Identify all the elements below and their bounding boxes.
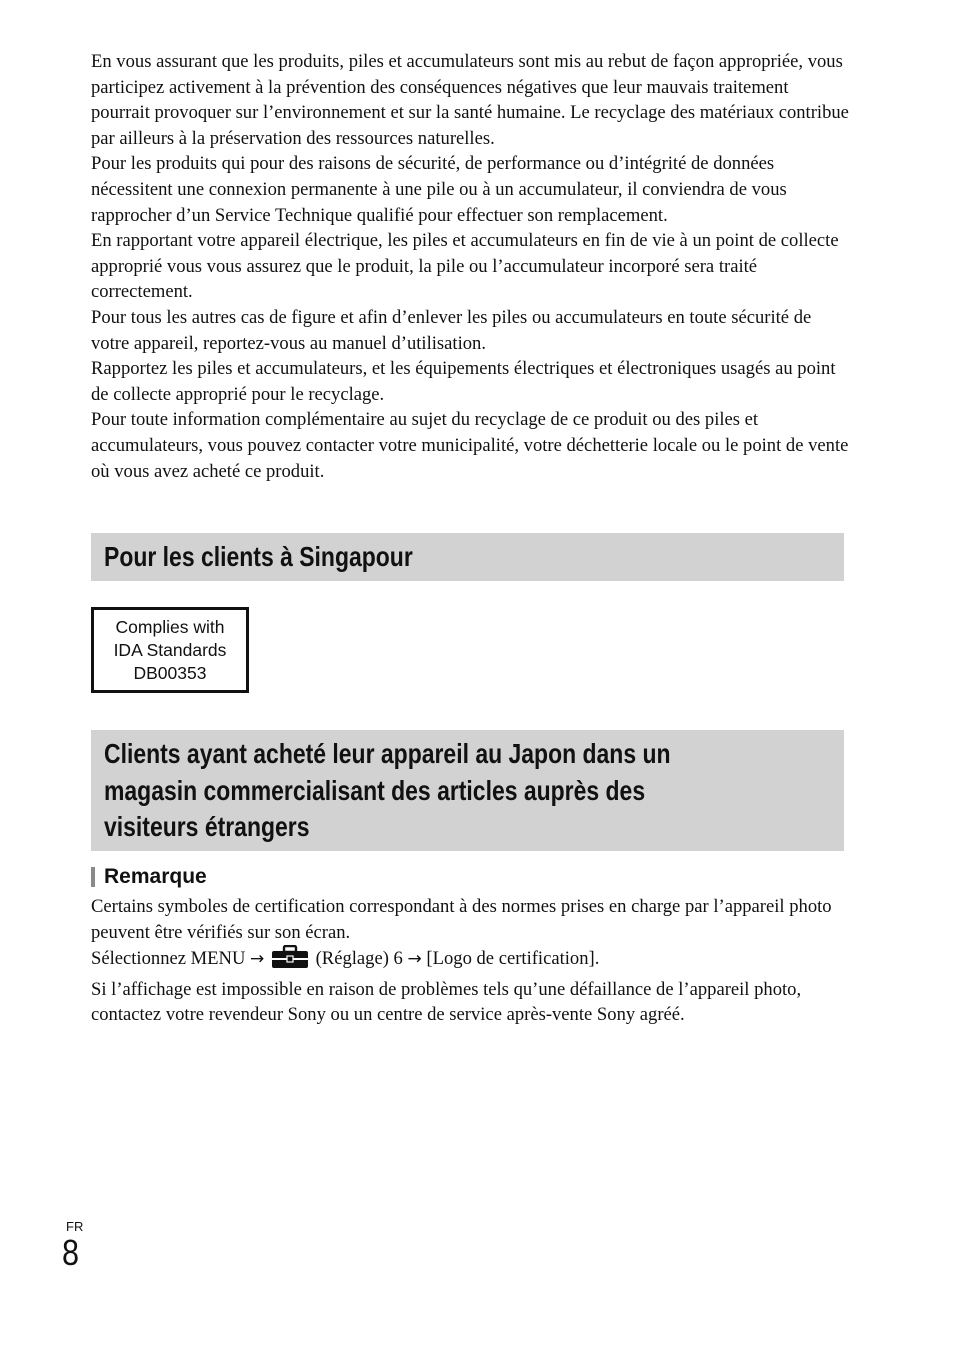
instruction-middle: (Réglage) 6 (315, 948, 403, 970)
arrow-icon: → (250, 949, 265, 970)
note-marker (91, 867, 95, 887)
instruction-suffix: [Logo de certification]. (426, 948, 600, 970)
arrow-icon: → (407, 949, 422, 970)
ida-line: Complies with (115, 617, 225, 637)
toolbox-icon (271, 945, 309, 977)
instruction-prefix: Sélectionnez MENU (91, 948, 246, 970)
paragraph: En vous assurant que les produits, piles et accumulateurs sont mis au rebut de façon appropriée, vous participez activement à la prévention des conséquences négatives que leur mauvais traitement pourrait provoquer sur l’environnement et sur la santé humaine. Le recyclage des matériaux contribue par ailleurs à la préservation des ressources naturelles. (91, 51, 849, 149)
paragraph: Pour les produits qui pour des raisons de sécurité, de performance ou d’intégrité de données nécessitent une connexion permanente à une pile ou à un accumulateur, il conviendra de vous rapprocher d’un Service Technique qualifié pour effectuer son remplacement. (91, 153, 787, 226)
note-label: Remarque (104, 865, 207, 888)
paragraph: Pour tous les autres cas de figure et afin d’enlever les piles ou accumulateurs en toute sécurité de votre appareil, reportez-vous au manuel d’utilisation. (91, 306, 812, 354)
menu-instruction (91, 945, 851, 977)
section-title-line: magasin commercialisant des articles auprès des (104, 774, 646, 806)
note-text (91, 894, 851, 1028)
paragraph: En rapportant votre appareil électrique, les piles et accumulateurs en fin de vie à un point de collecte approprié vous vous assurez que le produit, la pile ou l’accumulateur incorporé sera traité correctement. (91, 230, 839, 303)
recycling-text (91, 49, 851, 484)
section-title-line: visiteurs étrangers (104, 811, 310, 842)
ida-registration-number: DB00353 (133, 663, 207, 683)
paragraph: Rapportez les piles et accumulateurs, et les équipements électriques et électroniques usagés au point de collecte approprié pour le recyclage. (91, 358, 836, 405)
section-heading-singapore (91, 533, 844, 581)
section-title: Pour les clients à Singapour (104, 541, 413, 572)
paragraph: Si l’affichage est impossible en raison de problèmes tels qu’une défaillance de l’appareil photo, contactez votre revendeur Sony ou un centre de service après-vente Sony agréé. (91, 978, 802, 1026)
note-header (91, 865, 207, 889)
paragraph: Pour toute information complémentaire au sujet du recyclage de ce produit ou des piles et accumulateurs, vous pouvez contacter votre municipalité, votre déchetterie locale ou le point de vente où vous avez acheté ce produit. (91, 409, 849, 482)
ida-compliance-label (91, 607, 249, 693)
section-title-line: Clients ayant acheté leur appareil au Japon dans un (104, 738, 671, 769)
page-number: 8 (62, 1232, 80, 1273)
ida-line: IDA Standards (113, 640, 227, 660)
section-heading-japan (91, 730, 844, 851)
language-code: FR (66, 1219, 84, 1234)
paragraph: Certains symboles de certification correspondant à des normes prises en charge par l’appareil photo peuvent être vérifiés sur son écran. (91, 896, 832, 943)
